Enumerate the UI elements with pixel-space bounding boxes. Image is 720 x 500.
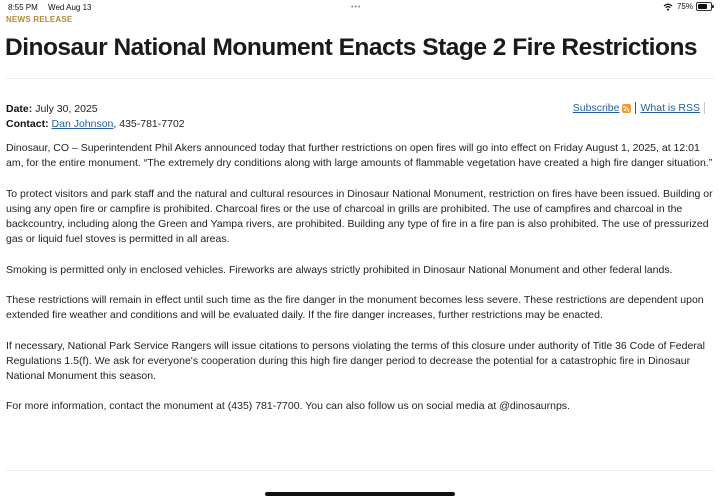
status-right: [663, 2, 712, 11]
contact-label: Contact:: [6, 118, 49, 130]
status-date: Wed Aug 13: [48, 3, 92, 12]
battery-icon: [696, 2, 712, 11]
status-bar: [0, 0, 720, 14]
page-title: Dinosaur National Monument Enacts Stage 2 Fire Restrictions: [5, 34, 698, 61]
title-divider: [6, 78, 714, 79]
subscribe-box: [573, 102, 705, 114]
contact-name-link[interactable]: Dan Johnson: [51, 118, 114, 130]
news-release-kicker: NEWS RELEASE: [6, 15, 73, 24]
battery-percent: 75%: [676, 2, 693, 11]
contact-line: [6, 117, 185, 132]
multitasking-dots[interactable]: •••: [351, 4, 362, 11]
paragraph: Smoking is permitted only in enclosed vehicles. Fireworks are always strictly prohibited in Dinosaur National Monument and other federal lands.: [6, 263, 673, 276]
release-meta: [6, 102, 185, 132]
contact-phone: , 435-781-7702: [113, 118, 185, 130]
link-separator: [635, 102, 636, 114]
subscribe-link[interactable]: Subscribe: [572, 102, 620, 114]
date-value: July 30, 2025: [35, 103, 98, 115]
paragraph: To protect visitors and park staff and the natural and cultural resources in Dinosaur National Monument, restriction on fires have been issued. Building or using any open fire or campfire is prohibited. Charcoal fires or the use of charcoal in grills are prohibited. The use of campfires and charcoal in the backcountry, including along the Green and Yampa rivers, are prohibited. Building any type of fire in a fire pan is also prohibited. The use of pressurized gas or liquid fuel stoves is permitted in all areas.: [6, 187, 713, 246]
date-line: [6, 102, 185, 117]
paragraph: If necessary, National Park Service Rangers will issue citations to persons violating the terms of this closure under authority of Title 36 Code of Federal Regulations 1.5(f). We ask for everyone's cooperation during this high fire danger period to decrease the potential for a catastrophic fire in Dinosaur National Monument this season.: [6, 339, 705, 382]
date-label: Date:: [6, 103, 33, 115]
status-time: 8:55 PM: [8, 3, 38, 12]
footer-divider: [6, 470, 714, 471]
paragraph: For more information, contact the monument at (435) 781-7700. You can also follow us on social media at @dinosaurnps.: [6, 400, 570, 413]
wifi-icon: [663, 3, 673, 11]
rss-icon[interactable]: [622, 104, 631, 113]
paragraph: Dinosaur, CO – Superintendent Phil Akers announced today that further restrictions on open fires will go into effect on Friday August 1, 2025, at 12:01 am, for the entire monument. “The extremely dry conditions along with large amounts of flammable vegetation have created a high fire danger situation.”: [6, 142, 713, 170]
article-body: [6, 141, 714, 430]
home-indicator[interactable]: [265, 492, 455, 496]
status-left: [8, 3, 99, 12]
paragraph: These restrictions will remain in effect until such time as the fire danger in the monument becomes less severe. These restrictions are dependent upon extended fire weather and conditions and will be evaluated daily. If the fire danger increases, further restrictions may be enacted.: [6, 293, 704, 322]
what-is-rss-link[interactable]: What is RSS: [640, 102, 700, 114]
